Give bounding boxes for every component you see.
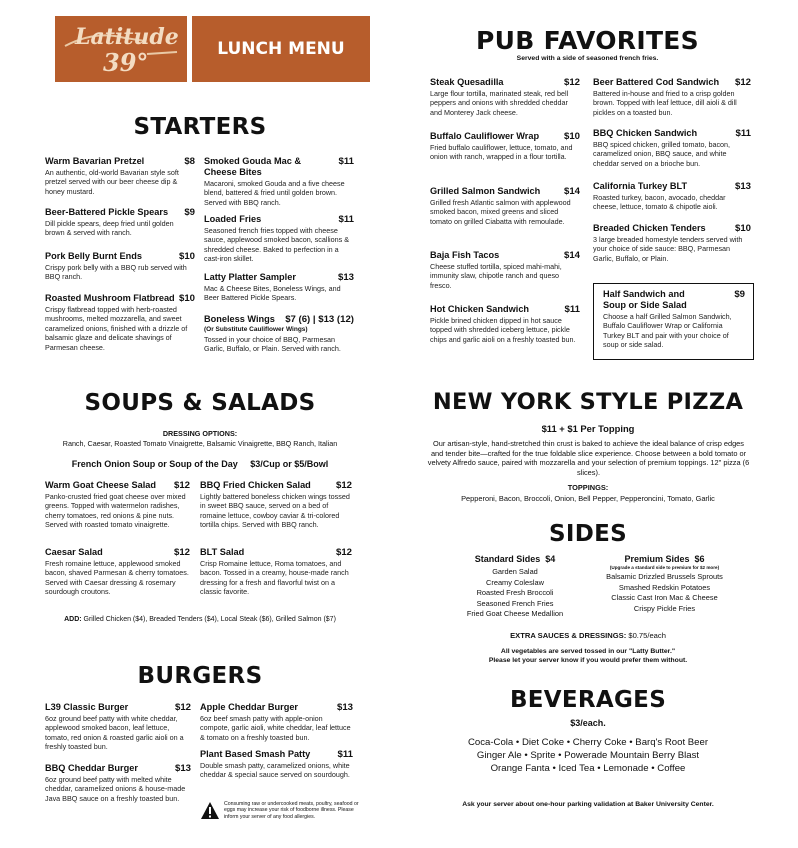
pub-heading: PUB FAVORITES (476, 26, 699, 55)
list-item (45, 293, 195, 352)
item-name: Smoked Gouda Mac & Cheese Bites (204, 156, 301, 177)
item-price: $13 (336, 702, 353, 713)
item-price: $11 (735, 128, 751, 139)
item-desc: Seasoned french fries topped with cheese sauce, applewood smoked bacon, scallions & shredded cheese. Baked to perfection in a cast-iron skillet. (204, 226, 350, 264)
item-name: Beer-Battered Pickle Spears (45, 207, 169, 217)
item-desc: 6oz ground beef patty with melted white cheddar, caramelized onions & house-made Java BBQ sauce on a freshly toasted bun. (45, 775, 186, 803)
item-price: $10 (734, 223, 751, 234)
list-item (200, 749, 353, 780)
list-item (430, 131, 580, 162)
logo-text-latitude: Latitude (75, 24, 179, 50)
item-name: Steak Quesadilla (430, 77, 504, 87)
beverages-heading: BEVERAGES (509, 687, 667, 713)
item-name: Warm Goat Cheese Salad (45, 480, 156, 490)
pizza-heading: NEW YORK STYLE PIZZA (432, 389, 744, 415)
premium-note: (Upgrade a standard side to premium for $2 more) (609, 565, 720, 570)
standard-title: Standard Sides (474, 554, 541, 564)
item-desc: Lightly battered boneless chicken wings tossed in sweet BBQ sauce, served on a bed of romaine lettuce, cowboy caviar & tri-colored tortilla chips. Served with BBQ ranch. (200, 492, 350, 530)
list-item: Fried Goat Cheese Medallion (466, 609, 564, 618)
item-price: $12 (734, 77, 751, 88)
list-item (593, 223, 751, 263)
list-item (45, 207, 195, 238)
item-price: $14 (563, 186, 580, 197)
item-name: BLT Salad (200, 547, 245, 557)
extra-price: $0.75/each (626, 631, 666, 640)
item-price: $12 (563, 77, 580, 88)
premium-price: $6 (694, 554, 705, 564)
item-price: $11 (338, 214, 354, 225)
item-name: Latty Platter Sampler (204, 272, 296, 282)
item-name: Roasted Mushroom Flatbread (45, 293, 175, 303)
item-desc: Choose a half Grilled Salmon Sandwich, Buffalo Cauliflower Wrap or California Turkey BLT and pair with your choice of soup or side salad. (603, 312, 732, 350)
list-item (204, 214, 354, 264)
lunch-menu-banner (192, 16, 370, 82)
beverages-price: $3/each. (570, 718, 606, 728)
list-item (204, 314, 354, 354)
soups-heading: SOUPS & SALADS (84, 390, 316, 416)
list-item: Crispy Pickle Fries (633, 603, 696, 613)
item-desc: Macaroni, smoked Gouda and a five cheese blend, battered & fried until golden brown. Served with BBQ ranch. (204, 179, 345, 207)
warning-icon (200, 801, 220, 821)
item-price: $9 (734, 289, 745, 300)
item-price: $11 (338, 156, 354, 167)
item-name: Loaded Fries (204, 214, 262, 224)
pizza-desc: Our artisan-style, hand-stretched thin crust is baked to achieve the ideal balance of crisp edges and tender bite—crafted for the true foldable slice experience. Choose between a bold tomato or velvety Alfredo sauce, paired with mozzarella and your selection of premium toppings. 12" pizza (6 slices). (427, 439, 750, 477)
item-desc: BBQ spiced chicken, grilled tomato, bacon, caramelized onion, BBQ sauce, and white cheddar served on a brioche bun. (593, 140, 731, 168)
item-desc: Crisp Romaine lettuce, Roma tomatoes, and bacon. Tossed in a creamy, house-made ranch dressing for a fresh and flavorful twist on a classic favorite. (200, 559, 349, 597)
item-name: Buffalo Cauliflower Wrap (430, 131, 540, 141)
item-price: $10 (178, 293, 195, 304)
item-price: $12 (335, 547, 352, 558)
item-name: L39 Classic Burger (45, 702, 129, 712)
item-desc: 3 large breaded homestyle tenders served with your choice of side sauce: BBQ, Parmesan Garlic, Buffalo, or Plain. (593, 235, 743, 263)
list-item: Smashed Redskin Potatoes (618, 582, 711, 592)
standard-price: $4 (545, 554, 556, 564)
premium-sides (592, 554, 737, 614)
dressing-options: Ranch, Caesar, Roasted Tomato Vinaigrette, Balsamic Vinaigrette, BBQ Ranch, Italian (62, 439, 338, 448)
list-item (430, 304, 580, 344)
item-name: Apple Cheddar Burger (200, 702, 299, 712)
item-price: $12 (173, 547, 190, 558)
item-desc: Double smash patty, caramelized onions, white cheddar & special sauce served on sourdough. (200, 761, 350, 780)
item-name: Breaded Chicken Tenders (593, 223, 706, 233)
item-name: Half Sandwich and Soup or Side Salad (603, 289, 687, 310)
dressing-label: DRESSING OPTIONS: (162, 429, 238, 438)
item-price: $10 (178, 251, 195, 262)
item-desc: Mac & Cheese Bites, Boneless Wings, and Beer Battered Pickle Spears. (204, 284, 341, 303)
list-item (45, 480, 190, 530)
item-desc: Battered in-house and fried to a crisp golden brown. Topped with leaf lettuce, dill aioli & dill pickles on a toasted bun. (593, 89, 737, 117)
item-price: $12 (174, 702, 191, 713)
list-item (593, 77, 751, 117)
list-item (200, 702, 353, 742)
list-item: Classic Cast Iron Mac & Cheese (611, 593, 718, 602)
item-name: Grilled Salmon Sandwich (430, 186, 541, 196)
list-item (200, 480, 352, 530)
item-price: $11 (564, 304, 580, 315)
list-item (200, 547, 352, 597)
item-desc: Tossed in your choice of BBQ, Parmesan Garlic, Buffalo, or Plain. Served with ranch. (204, 335, 341, 354)
item-desc: Fresh romaine lettuce, applewood smoked bacon, shaved Parmesan & cherry tomatoes. Served with Caesar dressing & rosemary sourdough croutons. (45, 559, 189, 597)
item-name: California Turkey BLT (593, 181, 688, 191)
list-item (45, 547, 190, 597)
item-desc: 6oz ground beef patty with white cheddar, applewood smoked bacon, leaf lettuce, tomato, red onion & roasted garlic aioli on a freshly toasted bun. (45, 714, 184, 752)
item-price: $13 (174, 763, 191, 774)
item-price: $13 (337, 272, 354, 283)
list-item (45, 156, 195, 196)
item-name: BBQ Cheddar Burger (45, 763, 138, 773)
item-name: Plant Based Smash Patty (200, 749, 311, 759)
item-name: Pork Belly Burnt Ends (45, 251, 142, 261)
beverages-line-2: Ginger Ale • Sprite • Powerade Mountain Berry Blast (476, 750, 700, 761)
item-price: $12 (335, 480, 352, 491)
item-name: Caesar Salad (45, 547, 103, 557)
item-desc: Grilled fresh Atlantic salmon with applewood smoked bacon, mixed greens and sliced tomato on grilled Ciabatta with remoulade. (430, 198, 571, 226)
item-desc: Fried buffalo cauliflower, lettuce, tomato, and onion with ranch, wrapped in a flour tortilla. (430, 143, 573, 162)
item-price: $14 (563, 250, 580, 261)
item-desc: Large flour tortilla, marinated steak, red bell peppers and onions with shredded cheddar and Monterey Jack cheese. (430, 89, 569, 117)
starters-heading: STARTERS (133, 114, 267, 140)
list-item: Creamy Coleslaw (486, 577, 544, 587)
premium-title: Premium Sides (624, 554, 690, 564)
item-name: Baja Fish Tacos (430, 250, 500, 260)
list-item (45, 251, 195, 282)
soup-line: French Onion Soup or Soup of the Day $3/Cup or $5/Bowl (71, 459, 329, 469)
item-name: Hot Chicken Sandwich (430, 304, 530, 314)
item-sub: (Or Substitute Cauliflower Wings) (204, 326, 308, 333)
item-desc: Panko-crusted fried goat cheese over mixed greens. Topped with watermelon radishes, cherry tomatoes, red onions & pine nuts. Served with roasted tomato vinaigrette. (45, 492, 186, 530)
item-name: Beer Battered Cod Sandwich (593, 77, 720, 87)
extra-label: EXTRA SAUCES & DRESSINGS: (510, 631, 627, 640)
list-item (430, 186, 580, 226)
list-item: Garden Salad (492, 567, 538, 576)
item-price: $10 (563, 131, 580, 142)
burgers-heading: BURGERS (137, 663, 263, 689)
list-item (593, 181, 751, 212)
item-name: BBQ Chicken Sandwich (593, 128, 698, 138)
item-price: $13 (734, 181, 751, 192)
toppings-list: Pepperoni, Bacon, Broccoli, Onion, Bell Pepper, Pepperoncini, Tomato, Garlic (461, 494, 715, 503)
list-item (430, 250, 580, 290)
extra-sauces (418, 631, 758, 640)
item-desc: 6oz beef smash patty with apple-onion compote, garlic aioli, white cheddar, leaf lettuce & tomato on a freshly toasted bun. (200, 714, 351, 742)
add-ons (40, 616, 360, 623)
list-item (204, 272, 354, 303)
toppings-label: TOPPINGS: (567, 483, 609, 492)
item-desc: Crispy pork belly with a BBQ rub served with BBQ ranch. (45, 263, 187, 282)
item-name: Warm Bavarian Pretzel (45, 156, 145, 166)
item-desc: An authentic, old-world Bavarian style soft pretzel served with our beer cheese dip & honey mustard. (45, 168, 179, 196)
beverages-line-3: Orange Fanta • Iced Tea • Lemonade • Coffee (490, 763, 686, 774)
pizza-price: $11 + $1 Per Topping (541, 423, 635, 434)
sides-heading: SIDES (549, 521, 627, 547)
pub-subtitle: Served with a side of seasoned french fries. (516, 55, 659, 62)
list-item: Balsamic Drizzled Brussels Sprouts (606, 572, 723, 581)
veg-note-2: Please let your server know if you would prefer them without. (488, 657, 688, 664)
list-item: Roasted Fresh Broccoli (476, 588, 554, 597)
logo-text-39: 39° (103, 48, 149, 77)
item-price: $8 (184, 156, 195, 167)
standard-sides (450, 554, 580, 620)
list-item: Seasoned French Fries (476, 598, 554, 608)
add-text: Grilled Chicken ($4), Breaded Tenders ($4), Local Steak ($6), Grilled Salmon ($7) (81, 616, 336, 623)
logo-block (55, 16, 187, 82)
item-desc: Roasted turkey, bacon, avocado, cheddar cheese, lettuce, tomato & chipotle aioli. (593, 193, 726, 212)
banner-text: LUNCH MENU (217, 39, 345, 59)
item-desc: Pickle brined chicken dipped in hot sauce topped with shredded iceberg lettuce, pickle chips and garlic aioli on a freshly toasted bun. (430, 316, 576, 344)
veg-note-1: All vegetables are served tossed in our "Latty Butter." (500, 648, 676, 655)
add-label: ADD: (64, 616, 82, 623)
item-desc: Dill pickle spears, deep fried until golden brown & served with ranch. (45, 219, 174, 238)
beverages-line-1: Coca-Cola • Diet Coke • Cherry Coke • Barq's Root Beer (467, 737, 709, 748)
list-item (45, 763, 191, 803)
item-price: $7 (6) | $13 (12) (285, 314, 354, 325)
list-item (45, 702, 191, 752)
list-item (593, 128, 751, 168)
item-name: Boneless Wings (204, 314, 275, 324)
list-item (430, 77, 580, 117)
item-price: $9 (184, 207, 195, 218)
item-price: $11 (337, 749, 353, 760)
item-desc: Cheese stuffed tortilla, spiced mahi-mahi, immunity slaw, chipotle ranch and queso fresco. (430, 262, 562, 290)
food-warning: Consuming raw or undercooked meats, poultry, seafood or eggs may increase your risk of foodborne illness. Please inform your server of any food allergies. (224, 801, 359, 820)
parking-note: Ask your server about one-hour parking validation at Baker University Center. (462, 801, 714, 808)
list-item (204, 156, 354, 207)
half-sandwich-box (593, 283, 754, 360)
item-desc: Crispy flatbread topped with herb-roasted mushrooms, melted mozzarella, and sweet caramelized onions, finished with a drizzle of balsamic glaze and delicate shavings of Parmesan cheese. (45, 305, 188, 352)
item-price: $12 (173, 480, 190, 491)
item-name: BBQ Fried Chicken Salad (200, 480, 311, 490)
